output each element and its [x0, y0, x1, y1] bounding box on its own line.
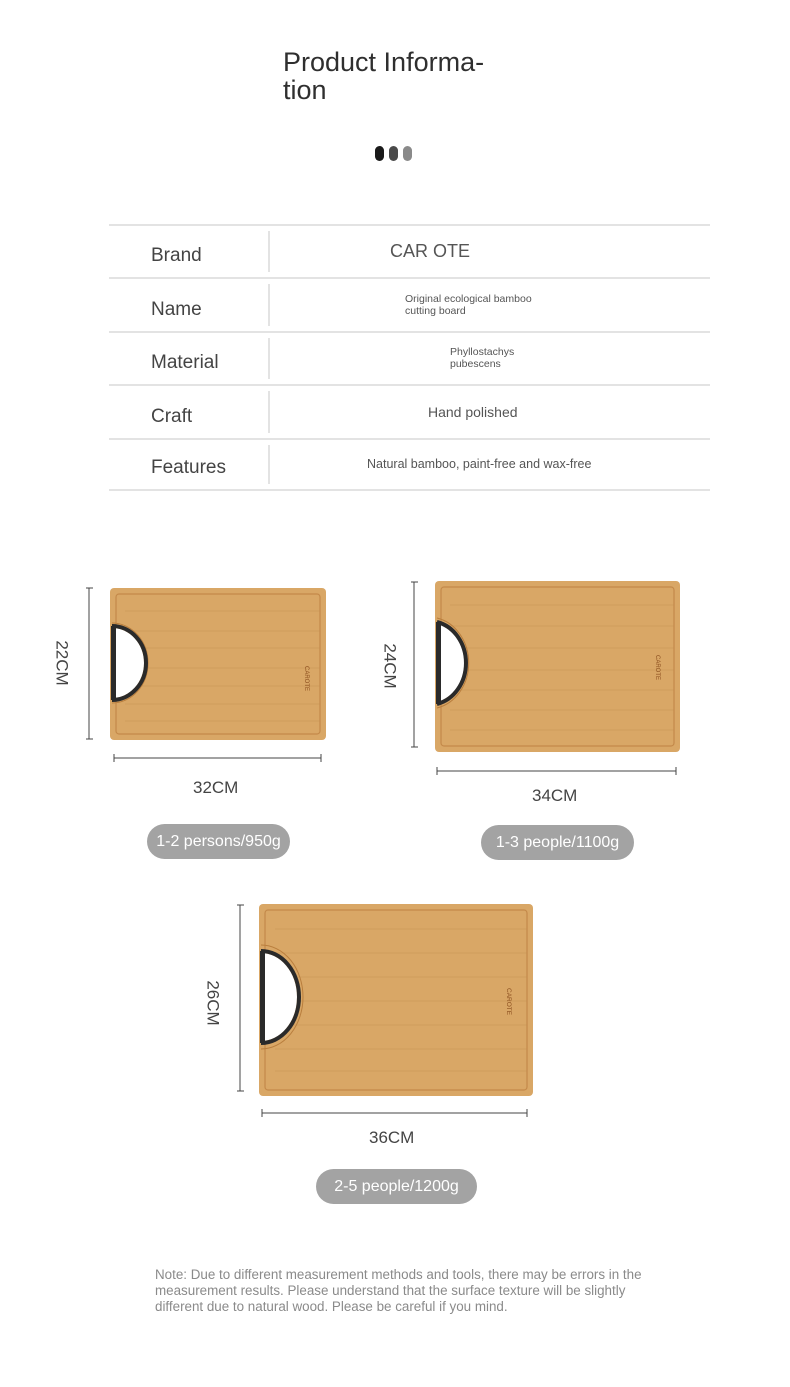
spec-label: Craft [151, 405, 193, 427]
board-large-drawing [235, 903, 537, 1118]
spec-label: Brand [151, 245, 202, 267]
board-brand-mark: CAROTE [303, 666, 309, 692]
spec-value-cell [270, 440, 710, 489]
capacity-badge: 1-3 people/1100g [481, 825, 634, 860]
spec-value: Phyllostachys pubescens [450, 346, 515, 371]
board-large [235, 903, 537, 1118]
width-label: 34CM [532, 786, 578, 805]
spec-row-name [109, 277, 710, 330]
spec-table [109, 224, 710, 491]
spec-row-craft [109, 384, 710, 437]
measurement-note: Note: Due to different measurement methods and tools, there may be errors in the measurement results. Please understand that the surface texture will be slightly different due to natural wood. Please be careful if you mind. [155, 1267, 642, 1314]
spec-value-cell [270, 333, 710, 384]
height-label: 24CM [380, 643, 400, 689]
spec-value-cell [270, 226, 710, 277]
spec-row-material [109, 331, 710, 384]
spec-value: CAR OTE [390, 241, 471, 262]
spec-value: Original ecological bamboo cutting board [405, 293, 532, 318]
dot-3 [403, 146, 412, 161]
board-medium [410, 580, 685, 780]
spec-label: Material [151, 352, 219, 374]
spec-row-features [109, 438, 710, 491]
spec-label: Name [151, 298, 202, 320]
spec-label: Features [151, 456, 226, 478]
spec-value-cell [270, 386, 710, 437]
board-brand-mark: CAROTE [654, 655, 660, 681]
height-label: 22CM [52, 640, 72, 686]
dot-2 [389, 146, 398, 161]
spec-value: Natural bamboo, paint-free and wax-free [367, 457, 592, 472]
spec-value: Hand polished [428, 403, 518, 420]
width-label: 36CM [369, 1128, 415, 1147]
spec-row-brand [109, 224, 710, 277]
title-dots [375, 146, 412, 161]
board-small-drawing [85, 586, 330, 768]
page-title: Product Informa- tion [283, 47, 485, 105]
capacity-badge: 1-2 persons/950g [147, 824, 290, 859]
width-label: 32CM [193, 778, 239, 797]
height-label: 26CM [203, 980, 223, 1026]
board-small [85, 586, 330, 768]
board-medium-drawing [410, 580, 685, 780]
capacity-badge: 2-5 people/1200g [316, 1169, 477, 1204]
spec-value-cell [270, 279, 710, 330]
board-brand-mark: CAROTE [505, 988, 512, 1016]
dot-1 [375, 146, 384, 161]
